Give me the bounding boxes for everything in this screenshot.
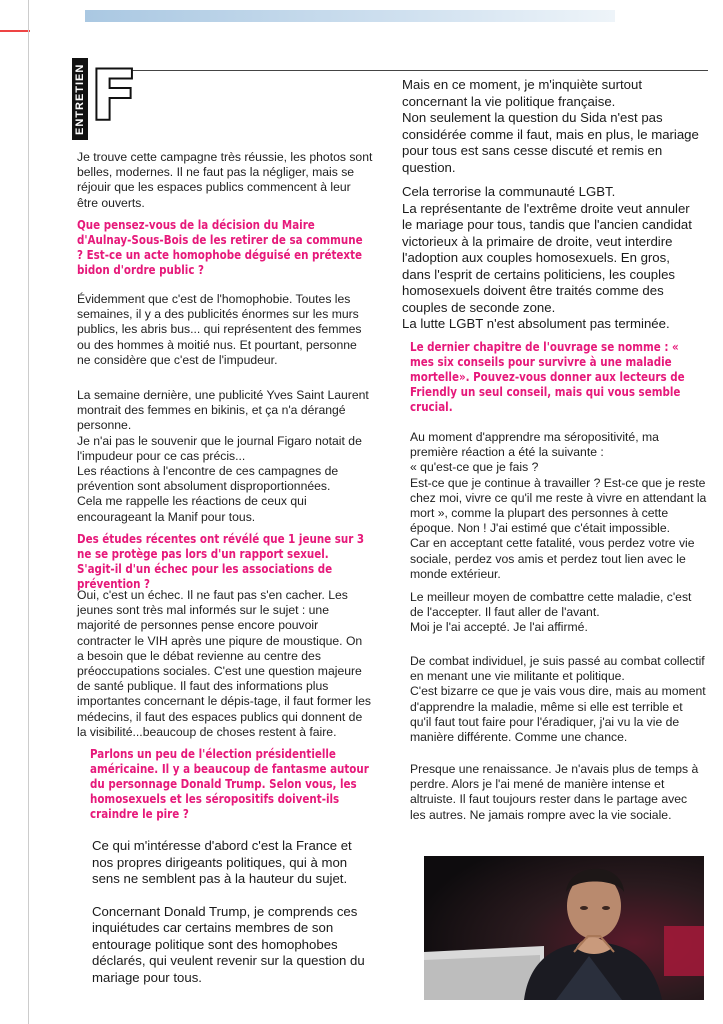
- paragraph: Évidemment que c'est de l'homophobie. Toutes les semaines, il y a des publicités énormes sur les murs publics, les abris bus... qui représentent des femmes ou des hommes à moitié nus. Et pourtant, personne ne considère que c'est de l'impudeur.: [77, 292, 362, 367]
- paragraph: Ce qui m'intéresse d'abord c'est la France et nos propres dirigeants politiques, qui à mon sens ne semblent pas à la hauteur du sujet.: [92, 838, 352, 886]
- question-block: [77, 532, 369, 592]
- question-block: [77, 218, 369, 278]
- paragraph: Non seulement la question du Sida n'est pas considérée comme il faut, mais en plus, le mariage pour tous est sans cesse discuté et remis en question.: [402, 110, 699, 175]
- answer-block: [410, 430, 708, 582]
- paragraph: Concernant Donald Trump, je comprends ces inquiétudes car certains membres de son entourage politique sont des homophobes déclarés, qui veulent revenir sur la question du mariage pour tous.: [92, 903, 365, 985]
- paragraph: Cela terrorise la communauté LGBT.: [402, 184, 616, 199]
- question: Que pensez-vous de la décision du Maire d'Aulnay-Sous-Bois de les retirer de sa commune ? Est-ce un acte homophobe déguisé en prétexte bidon d'ordre public ?: [77, 218, 363, 277]
- paragraph: C'est bizarre ce que je vais vous dire, mais au moment d'apprendre la maladie, même si elle est terrible et qu'il faut tout faire pour l'éradiquer, j'ai vu la vie de manière différente. Comme une chance.: [410, 684, 706, 745]
- question: Parlons un peu de l'élection présidentielle américaine. Il y a beaucoup de fantasme autour du personnage Donald Trump. Selon vous, les homosexuels et les séropositifs doivent-ils craindre le pire ?: [90, 747, 369, 821]
- answer-block: [77, 588, 371, 740]
- paragraph: Car en acceptant cette fatalité, vous perdez votre vie sociale, perdez vos amis et perdez tout lien avec le monde extérieur.: [410, 536, 695, 581]
- answer-block: [92, 838, 376, 986]
- paragraph: Je n'ai pas le souvenir que le journal Figaro notait de l'impudeur pour ce cas précis...: [77, 433, 362, 463]
- paragraph: La semaine dernière, une publicité Yves Saint Laurent montrait des femmes en bikinis, et ça n'a dérangé personne.: [77, 388, 369, 433]
- paragraph: Mais en ce moment, je m'inquiète surtout concernant la vie politique française.: [402, 77, 643, 109]
- answer-block: [77, 388, 371, 525]
- section-label: ENTRETIEN: [72, 58, 88, 140]
- question: Des études récentes ont révélé que 1 jeune sur 3 ne se protège pas lors d'un rapport sexuel. S'agit-il d'un échec pour les associations de prévention ?: [77, 532, 365, 591]
- paragraph: Le meilleur moyen de combattre cette maladie, c'est de l'accepter. Il faut aller de l'avant.: [410, 590, 692, 620]
- question-block: [90, 747, 370, 822]
- answer-block: [402, 184, 702, 333]
- answer-block: [410, 762, 706, 823]
- answer-block: [77, 292, 371, 368]
- paragraph: La lutte LGBT n'est absolument pas terminée.: [402, 316, 670, 331]
- paragraph: Moi je l'ai accepté. Je l'ai affirmé.: [410, 620, 588, 635]
- top-red-line: [0, 30, 30, 32]
- page-edge-line: [28, 0, 29, 1024]
- question: Le dernier chapitre de l'ouvrage se nomme : « mes six conseils pour survivre à une maladie mortelle». Pouvez-vous donner aux lecteurs de Friendly un seul conseil, mais qui vous semble crucial.: [410, 340, 685, 414]
- paragraph: Oui, c'est un échec. Il ne faut pas s'en cacher. Les jeunes sont très mal informés sur le sujet : une majorité de personnes pense encore pouvoir contracter le VIH après une piqure de moustique. On a besoin que le débat revienne au centre des préoccupations sociales. C'est une question majeure de santé publique. Il faut des informations plus importantes concernant le dépis-tage, il faut former les médecins, il faut des espaces publics qui donnent de la visibilité...beaucoup de choses restent à faire.: [77, 588, 371, 739]
- section-logo-letter: F: [90, 55, 138, 137]
- right-column: [402, 77, 702, 176]
- paragraph: Cela me rappelle les réactions de ceux qui encourageant la Manif pour tous.: [77, 494, 307, 524]
- left-column: [77, 150, 373, 211]
- paragraph: Est-ce que je continue à travailler ? Est-ce que je reste chez moi, vivre ce qu'il me reste à vivre en attendant la mort », comme la plupart des personnes à cette époque. Non ! J'ai estimé que c'était impossible.: [410, 475, 707, 536]
- paragraph: De combat individuel, je suis passé au combat collectif en menant une vie militante et politique.: [410, 654, 705, 684]
- answer-block: [410, 590, 706, 636]
- question-block: [410, 340, 702, 415]
- answer-block: [410, 654, 706, 745]
- paragraph: Au moment d'apprendre ma séropositivité, ma première réaction a été la suivante :: [410, 430, 659, 460]
- portrait-photo: [424, 856, 704, 1000]
- top-color-band: [85, 10, 615, 22]
- paragraph: Je trouve cette campagne très réussie, les photos sont belles, modernes. Il ne faut pas la négliger, mais se réjouir que les espaces publics commencent à leur être ouverts.: [77, 150, 373, 210]
- paragraph: La représentante de l'extrême droite veut annuler le mariage pour tous, tandis que l'ancien candidat victorieux à la primaire de droite, veut interdire l'adoption aux couples homosexuels. En gros, dans l'esprit de certains politiciens, les couples homosexuels doivent être traités comme des couples de seconde zone.: [402, 200, 692, 315]
- header-rule: [128, 70, 708, 71]
- paragraph: « qu'est-ce que je fais ?: [410, 460, 539, 475]
- paragraph: Les réactions à l'encontre de ces campagnes de prévention sont absolument disproportionnées.: [77, 464, 339, 494]
- paragraph: Presque une renaissance. Je n'avais plus de temps à perdre. Alors je l'ai mené de manière intense et altruiste. Il faut toujours rester dans le partage avec les autres. Ne jamais rompre avec la vie sociale.: [410, 762, 699, 822]
